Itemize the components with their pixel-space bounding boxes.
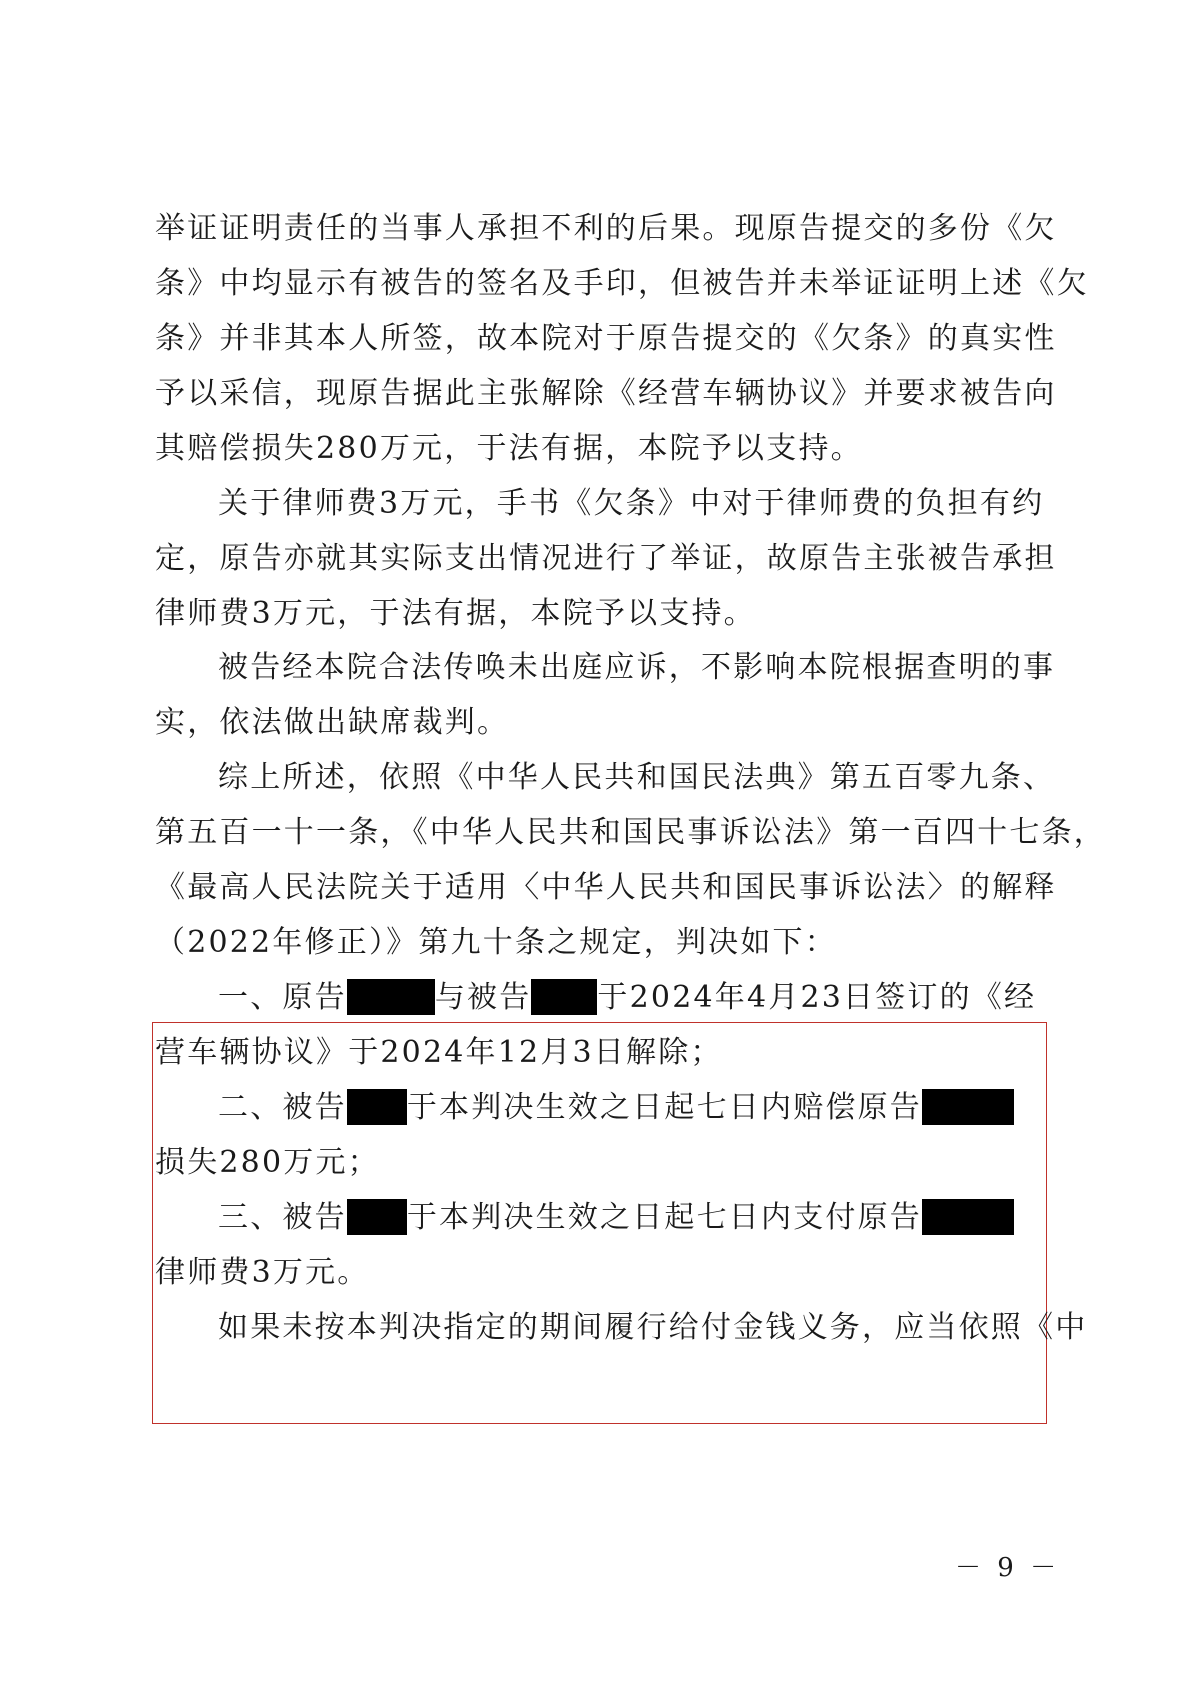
body-line-7: 定，原告亦就其实际支出情况进行了举证，故原告主张被告承担: [155, 541, 1057, 576]
body-line-5: 其赔偿损失280万元，于法有据，本院予以支持。: [155, 431, 863, 466]
judgment-item-1-mid: 与被告: [434, 980, 532, 1015]
redaction-block: [347, 979, 435, 1015]
redaction-block: [922, 1199, 1014, 1235]
body-line-8: 律师费3万元，于法有据，本院予以支持。: [155, 596, 756, 631]
body-line-2: 条》中均显示有被告的签名及手印，但被告并未举证证明上述《欠: [155, 266, 1089, 301]
body-line-13: 《最高人民法院关于适用〈中华人民共和国民事诉讼法〉的解释: [155, 870, 1057, 905]
redaction-block: [347, 1199, 407, 1235]
page-number: － 9 －: [955, 1553, 1061, 1583]
body-line-14: （2022年修正）》第九十条之规定，判决如下：: [155, 925, 837, 960]
body-line-12: 第五百一十一条，《中华人民共和国民事诉讼法》第一百四十七条，: [155, 815, 1106, 850]
redaction-block: [347, 1089, 407, 1125]
judgment-item-2-line-2: 损失280万元；: [155, 1145, 380, 1180]
judgment-item-3-mid: 于本判决生效之日起七日内支付原告: [406, 1200, 923, 1235]
redaction-block: [922, 1089, 1014, 1125]
judgment-item-1-suffix: 于2024年4月23日签订的《经: [597, 980, 1037, 1015]
judgment-item-1: [218, 976, 1035, 1020]
body-line-10: 实，依法做出缺席裁判。: [155, 705, 510, 740]
judgment-item-1-line-2: 营车辆协议》于2024年12月3日解除；: [155, 1035, 723, 1070]
judgment-item-1-prefix: 一、原告: [218, 980, 347, 1015]
body-line-3: 条》并非其本人所签，故本院对于原告提交的《欠条》的真实性: [155, 321, 1057, 356]
body-line-11: 综上所述，依照《中华人民共和国民法典》第五百零九条、: [218, 760, 1056, 795]
judgment-closing-line: 如果未按本判决指定的期间履行给付金钱义务，应当依照《中: [218, 1310, 1088, 1345]
body-line-4: 予以采信，现原告据此主张解除《经营车辆协议》并要求被告向: [155, 376, 1057, 411]
judgment-item-2: [218, 1086, 1035, 1130]
judgment-item-3-line-2: 律师费3万元。: [155, 1255, 370, 1290]
judgment-item-2-prefix: 二、被告: [218, 1090, 347, 1125]
body-line-6: 关于律师费3万元，手书《欠条》中对于律师费的负担有约: [218, 486, 1045, 521]
judgment-item-2-mid: 于本判决生效之日起七日内赔偿原告: [406, 1090, 923, 1125]
judgment-item-3: [218, 1196, 1035, 1240]
judgment-item-3-prefix: 三、被告: [218, 1200, 347, 1235]
body-line-1: 举证证明责任的当事人承担不利的后果。现原告提交的多份《欠: [155, 211, 1057, 246]
body-line-9: 被告经本院合法传唤未出庭应诉，不影响本院根据查明的事: [218, 650, 1056, 685]
redaction-block: [531, 979, 597, 1015]
